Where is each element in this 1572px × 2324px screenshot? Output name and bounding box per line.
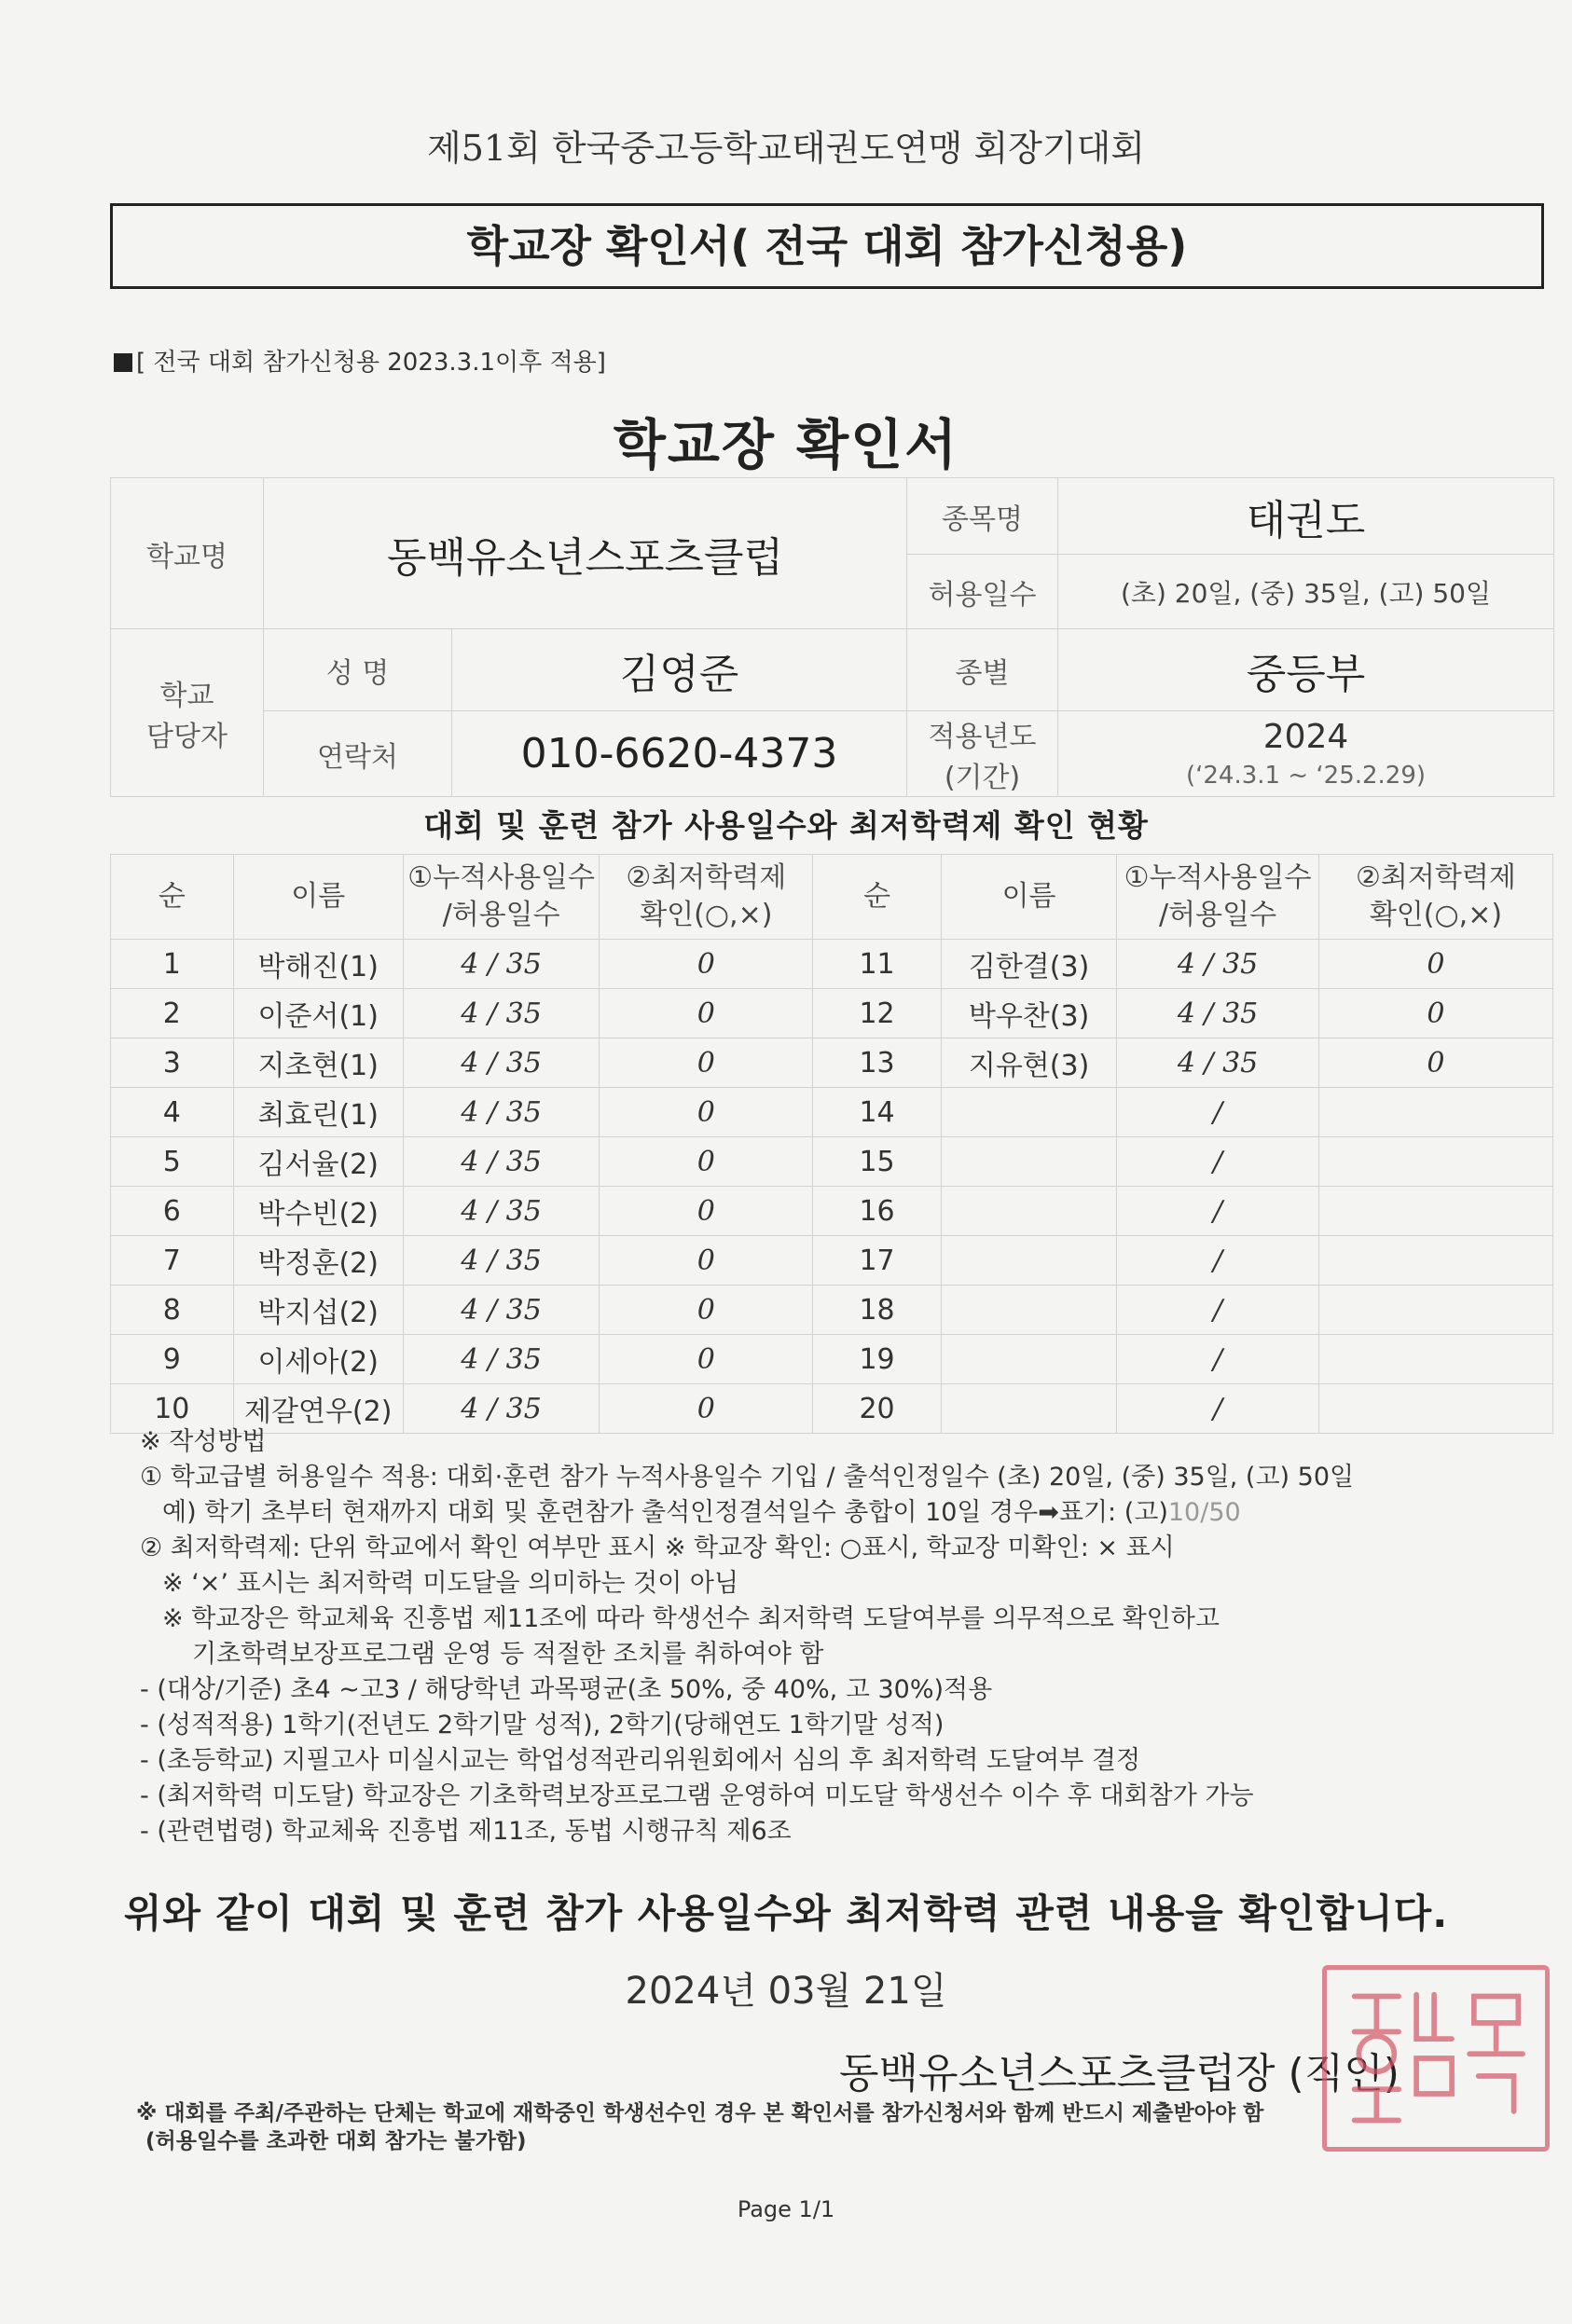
row-check [1318,1335,1552,1384]
row-days: / [1117,1137,1319,1187]
table-row [111,1335,1553,1384]
row-name: 박우찬(3) [941,989,1116,1038]
row-name [941,1236,1116,1286]
table-row [111,989,1553,1038]
division-label: 종별 [907,629,1058,711]
row-check: 0 [600,1236,813,1286]
table-row [111,1137,1553,1187]
row-days: 4 / 35 [403,1384,600,1434]
row-check [1318,1286,1552,1335]
contact-value: 010-6620-4373 [452,711,907,797]
square-bullet-icon [114,353,132,372]
row-name: 박지섭(2) [233,1286,403,1335]
guide-line: - (대상/기준) 초4 ~고3 / 해당학년 과목평균(초 50%, 중 40%, 고 30%)적용 [140,1675,993,1704]
row-name: 지초현(1) [233,1038,403,1088]
row-days: / [1117,1236,1319,1286]
row-no: 12 [813,989,942,1038]
row-name: 이준서(1) [233,989,403,1038]
row-no: 3 [111,1038,234,1088]
col-no-right: 순 [813,855,942,940]
section-title: 대회 및 훈련 참가 사용일수와 최저학력제 확인 현황 [423,807,1149,844]
row-name [941,1335,1116,1384]
row-days: / [1117,1286,1319,1335]
table-row [111,1286,1553,1335]
row-no: 15 [813,1137,942,1187]
page-number: Page 1/1 [737,2196,835,2222]
row-no: 18 [813,1286,942,1335]
allowed-days-value: (초) 20일, (중) 35일, (고) 50일 [1058,555,1554,629]
row-days: 4 / 35 [403,1236,600,1286]
footnote-line: (허용일수를 초과한 대회 참가는 불가함) [145,2129,527,2153]
row-check: 0 [1318,940,1552,989]
participation-table [110,854,1553,1434]
confirmation-statement: 위와 같이 대회 및 훈련 참가 사용일수와 최저학력 관련 내용을 확인합니다. [123,1891,1449,1936]
row-days: 4 / 35 [1117,1038,1319,1088]
row-no: 11 [813,940,942,989]
row-check: 0 [600,940,813,989]
row-no: 7 [111,1236,234,1286]
row-name: 김서율(2) [233,1137,403,1187]
table-row [111,940,1553,989]
row-no: 6 [111,1187,234,1236]
col-days-left: ①누적사용일수 /허용일수 [403,855,600,940]
guide-line: ① 학교급별 허용일수 적용: 대회·훈련 참가 누적사용일수 기입 / 출석인정일수 (초) 20일, (중) 35일, (고) 50일 [140,1463,1355,1492]
row-no: 8 [111,1286,234,1335]
row-no: 19 [813,1335,942,1384]
row-no: 10 [111,1384,234,1434]
guide-line: 예) 학기 초부터 현재까지 대회 및 훈련참가 출석인정결석일수 총합이 10일 경우➡표기: (고) [162,1498,1168,1527]
row-no: 13 [813,1038,942,1088]
guide-line: - (관련법령) 학교체육 진흥법 제11조, 동법 시행규칙 제6조 [140,1817,792,1846]
year-cell [1058,711,1554,797]
writing-guide [140,1424,1557,1850]
manager-label: 학교 담당자 [111,629,264,797]
row-check [1318,1088,1552,1137]
col-no-left: 순 [111,855,234,940]
footnote [136,2099,1563,2155]
row-no: 4 [111,1088,234,1137]
row-name [941,1187,1116,1236]
school-label: 학교명 [111,478,264,629]
guide-heading: ※ 작성방법 [140,1427,267,1456]
row-days: 4 / 35 [403,1286,600,1335]
row-name [941,1088,1116,1137]
notice-line [114,343,606,378]
row-check: 0 [600,1137,813,1187]
row-name: 이세아(2) [233,1335,403,1384]
row-name: 지유현(3) [941,1038,1116,1088]
guide-line: - (성적적용) 1학기(전년도 2학기말 성적), 2학기(당해연도 1학기말 성적) [140,1711,945,1740]
row-no: 2 [111,989,234,1038]
row-no: 16 [813,1187,942,1236]
col-days-right: ①누적사용일수 /허용일수 [1117,855,1319,940]
row-days: 4 / 35 [403,1137,600,1187]
guide-line: ※ 학교장은 학교체육 진흥법 제11조에 따라 학생선수 최저학력 도달여부를 의무적으로 확인하고 [162,1604,1220,1633]
row-name [941,1286,1116,1335]
sport-label: 종목명 [907,478,1058,555]
guide-line: - (최저학력 미도달) 학교장은 기초학력보장프로그램 운영하여 미도달 학생선수 이수 후 대회참가 가능 [140,1781,1254,1810]
footnote-line: ※ 대회를 주최/주관하는 단체는 학교에 재학중인 학생선수인 경우 본 확인서를 참가신청서와 함께 반드시 제출받아야 함 [136,2101,1264,2125]
row-name: 최효린(1) [233,1088,403,1137]
year-value: 2024 [1262,718,1349,756]
guide-example [140,1495,1557,1531]
row-days: / [1117,1384,1319,1434]
row-no: 17 [813,1236,942,1286]
row-days: 4 / 35 [403,1335,600,1384]
row-name: 박정훈(2) [233,1236,403,1286]
row-days: 4 / 35 [1117,989,1319,1038]
row-check: 0 [600,1335,813,1384]
table-row [111,1038,1553,1088]
row-name: 박해진(1) [233,940,403,989]
allowed-days-label: 허용일수 [907,555,1058,629]
period-value: (‘24.3.1 ~ ‘25.2.29) [1185,762,1427,790]
guide-example-value: 10/50 [1167,1498,1241,1527]
row-check: 0 [600,1187,813,1236]
row-no: 9 [111,1335,234,1384]
sport-value: 태권도 [1058,478,1554,555]
contact-label: 연락처 [264,711,452,797]
row-check: 0 [600,1038,813,1088]
table-row [111,1187,1553,1236]
division-value: 중등부 [1058,629,1554,711]
row-no: 5 [111,1137,234,1187]
row-name [941,1137,1116,1187]
table-row [111,1236,1553,1286]
event-title: 제51회 한국중고등학교태권도연맹 회장기대회 [427,128,1145,169]
row-no: 14 [813,1088,942,1137]
row-no: 20 [813,1384,942,1434]
info-table [110,477,1554,797]
school-name: 동백유소년스포츠클럽 [264,478,907,629]
guide-line: ※ ‘×’ 표시는 최저학력 미도달을 의미하는 것이 아님 [162,1569,739,1598]
form-heading: 학교장 확인서( 전국 대회 참가신청용) [110,203,1544,289]
manager-name: 김영준 [452,629,907,711]
table-row [111,1088,1553,1137]
row-name: 제갈연우(2) [233,1384,403,1434]
signatory: 동백유소년스포츠클럽장 (직인) [839,2050,1400,2097]
row-days: / [1117,1088,1319,1137]
notice-text: [ 전국 대회 참가신청용 2023.3.1이후 적용] [136,349,606,377]
row-days: 4 / 35 [403,989,600,1038]
row-check: 0 [1318,1038,1552,1088]
row-days: 4 / 35 [403,1038,600,1088]
row-check: 0 [600,989,813,1038]
row-days: / [1117,1187,1319,1236]
row-check: 0 [600,1286,813,1335]
row-check [1318,1137,1552,1187]
guide-line: 기초학력보장프로그램 운영 등 적절한 조치를 취하여야 함 [192,1640,824,1669]
row-no: 1 [111,940,234,989]
row-check [1318,1187,1552,1236]
year-label: 적용년도 (기간) [907,711,1058,797]
guide-line: - (초등학교) 지필고사 미실시교는 학업성적관리위원회에서 심의 후 최저학력 도달여부 결정 [140,1746,1141,1775]
document-title: 학교장 확인서 [613,413,959,476]
col-name-right: 이름 [941,855,1116,940]
col-check-right: ②최저학력제 확인(○,×) [1318,855,1552,940]
row-check: 0 [600,1088,813,1137]
guide-line: ② 최저학력제: 단위 학교에서 확인 여부만 표시 ※ 학교장 확인: ○표시, 학교장 미확인: × 표시 [140,1533,1175,1562]
row-check [1318,1236,1552,1286]
row-days: / [1117,1335,1319,1384]
row-days: 4 / 35 [403,1187,600,1236]
signing-date: 2024년 03월 21일 [625,1970,947,2013]
row-days: 4 / 35 [403,940,600,989]
col-name-left: 이름 [233,855,403,940]
col-check-left: ②최저학력제 확인(○,×) [600,855,813,940]
name-label: 성 명 [264,629,452,711]
row-days: 4 / 35 [1117,940,1319,989]
row-check: 0 [1318,989,1552,1038]
row-days: 4 / 35 [403,1088,600,1137]
row-check: 0 [600,1384,813,1434]
row-name: 박수빈(2) [233,1187,403,1236]
row-name: 김한결(3) [941,940,1116,989]
